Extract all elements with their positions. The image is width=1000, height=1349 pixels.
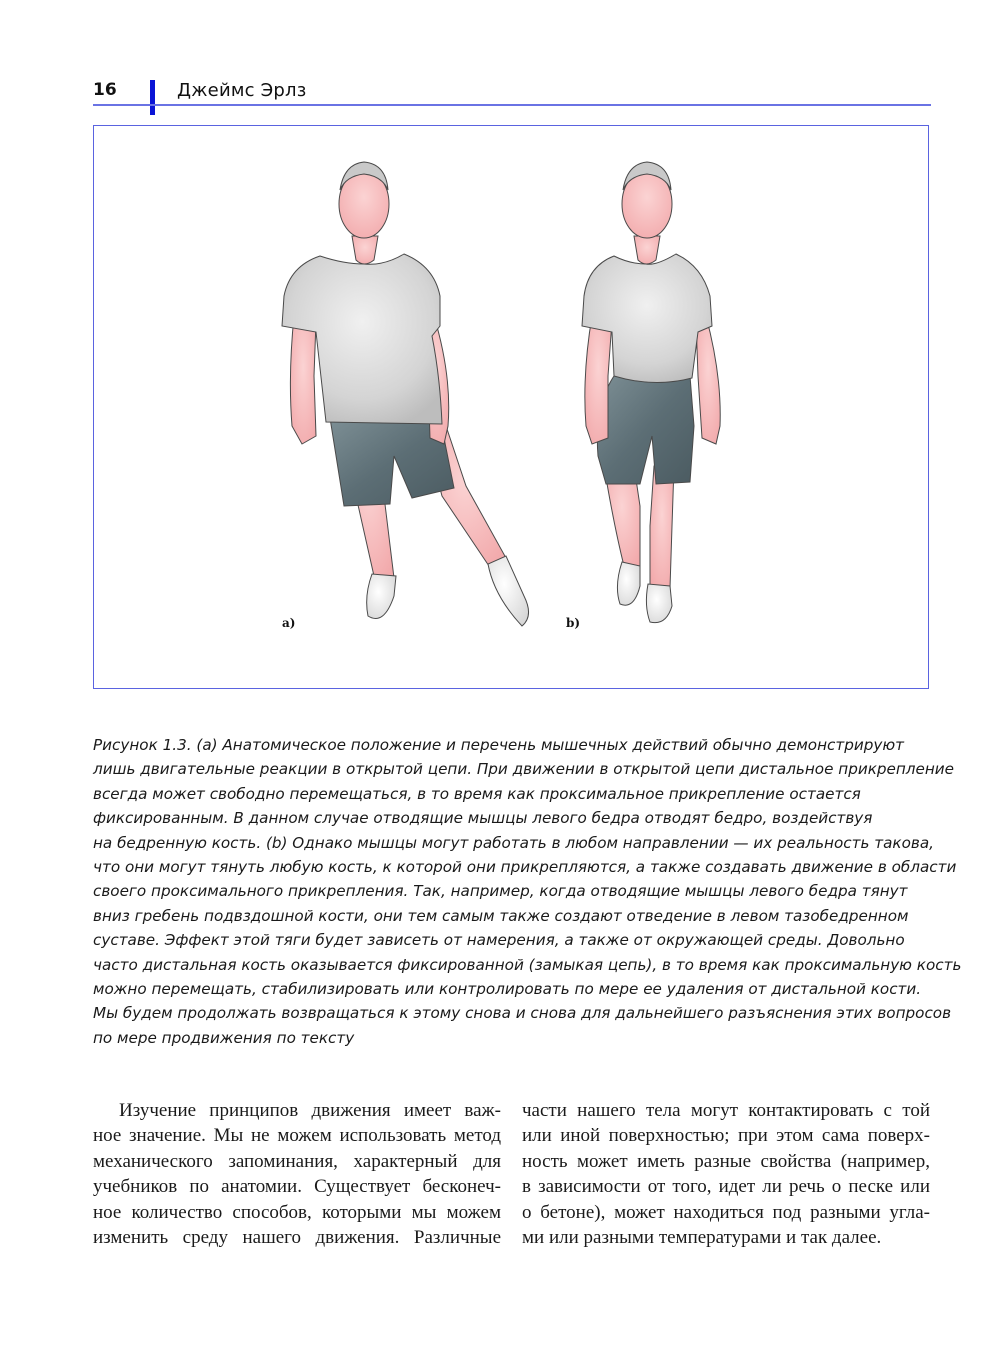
body-line: ми или разными температурами и так далее. bbox=[522, 1227, 882, 1249]
caption-line: на бедренную кость. (b) Однако мышцы могут работать в любом направлении — их реальность такова, bbox=[93, 833, 934, 852]
body-line: ное значение. Мы не можем использовать метод bbox=[93, 1125, 501, 1147]
body-line: части нашего тела могут контактировать с той bbox=[522, 1100, 930, 1121]
figure-a-sock-right bbox=[367, 574, 396, 619]
body-line: механического запоминания, характерный для bbox=[93, 1150, 501, 1172]
header-accent-bar bbox=[150, 80, 155, 115]
body-line: или иной поверхностью; при этом сама поверх- bbox=[522, 1125, 930, 1147]
figure-1-3 bbox=[93, 125, 929, 689]
page-number: 16 bbox=[93, 80, 117, 100]
body-line: в зависимости от того, идет ли речь о песке или bbox=[522, 1176, 930, 1198]
caption-line: всегда может свободно перемещаться, в то время как проксимальное прикрепление остается bbox=[93, 784, 861, 803]
figure-caption bbox=[93, 733, 962, 1050]
caption-line: вниз гребень подвздошной кости, они тем самым также создают отведение в левом тазобедренном bbox=[93, 906, 909, 925]
body-text-left-column bbox=[93, 1098, 501, 1250]
caption-line: Мы будем продолжать возвращаться к этому снова и снова для дальнейшего разъяснения этих вопросов bbox=[93, 1004, 952, 1023]
caption-line: лишь двигательные реакции в открытой цепи. При движении в открытой цепи дистальное прикрепление bbox=[93, 760, 954, 779]
figure-b-man bbox=[582, 162, 720, 623]
body-line: изменить среду нашего движения. Различные bbox=[93, 1227, 501, 1249]
figure-b-sock-left bbox=[646, 584, 672, 623]
caption-line: фиксированным. В данном случае отводящие мышцы левого бедра отводят бедро, воздействуя bbox=[93, 809, 873, 828]
figure-illustration bbox=[94, 126, 930, 690]
caption-line: Рисунок 1.3. (a) Анатомическое положение и перечень мышечных действий обычно демонстрируют bbox=[93, 736, 904, 754]
figure-b-legs bbox=[604, 466, 674, 623]
figure-b-neck bbox=[634, 236, 660, 264]
caption-line: своего проксимального прикрепления. Так, например, когда отводящие мышцы левого бедра тянут bbox=[93, 882, 908, 901]
caption-line: можно перемещать, стабилизировать или контролировать по мере ее удаления от дистальной кости. bbox=[93, 980, 922, 999]
panel-label-a: a) bbox=[282, 616, 296, 630]
figure-b-sock-right bbox=[617, 562, 640, 605]
panel-label-b: b) bbox=[566, 616, 581, 630]
body-line: Изучение принципов движения имеет важ- bbox=[119, 1100, 501, 1121]
body-line: учебников по анатомии. Существует бесконеч- bbox=[93, 1176, 501, 1198]
body-line: о бетоне), может находиться под разными угла- bbox=[522, 1201, 930, 1223]
caption-line: суставе. Эффект этой тяги будет зависеть от намерения, а также от окружающей среды. Довольно bbox=[93, 931, 905, 950]
caption-line: по мере продвижения по тексту bbox=[93, 1028, 355, 1047]
body-line: ное количество способов, которыми мы можем bbox=[93, 1201, 501, 1223]
figure-a-man bbox=[282, 162, 529, 626]
body-line: ность может иметь разные свойства (например, bbox=[522, 1150, 930, 1172]
caption-line: часто дистальная кость оказывается фиксированной (замыкая цепь), в то время как проксимальную кость bbox=[93, 955, 962, 974]
caption-line: что они могут тянуть любую кость, к которой они прикрепляются, а также создавать движение в области bbox=[93, 858, 957, 877]
body-text-right-column bbox=[522, 1098, 930, 1250]
figure-b-shorts bbox=[597, 376, 694, 484]
figure-a-sock-left bbox=[488, 556, 529, 626]
running-head bbox=[93, 76, 931, 108]
running-head-author: Джеймс Эрлз bbox=[177, 80, 307, 101]
figure-a-neck bbox=[352, 236, 378, 264]
header-rule bbox=[93, 104, 931, 106]
